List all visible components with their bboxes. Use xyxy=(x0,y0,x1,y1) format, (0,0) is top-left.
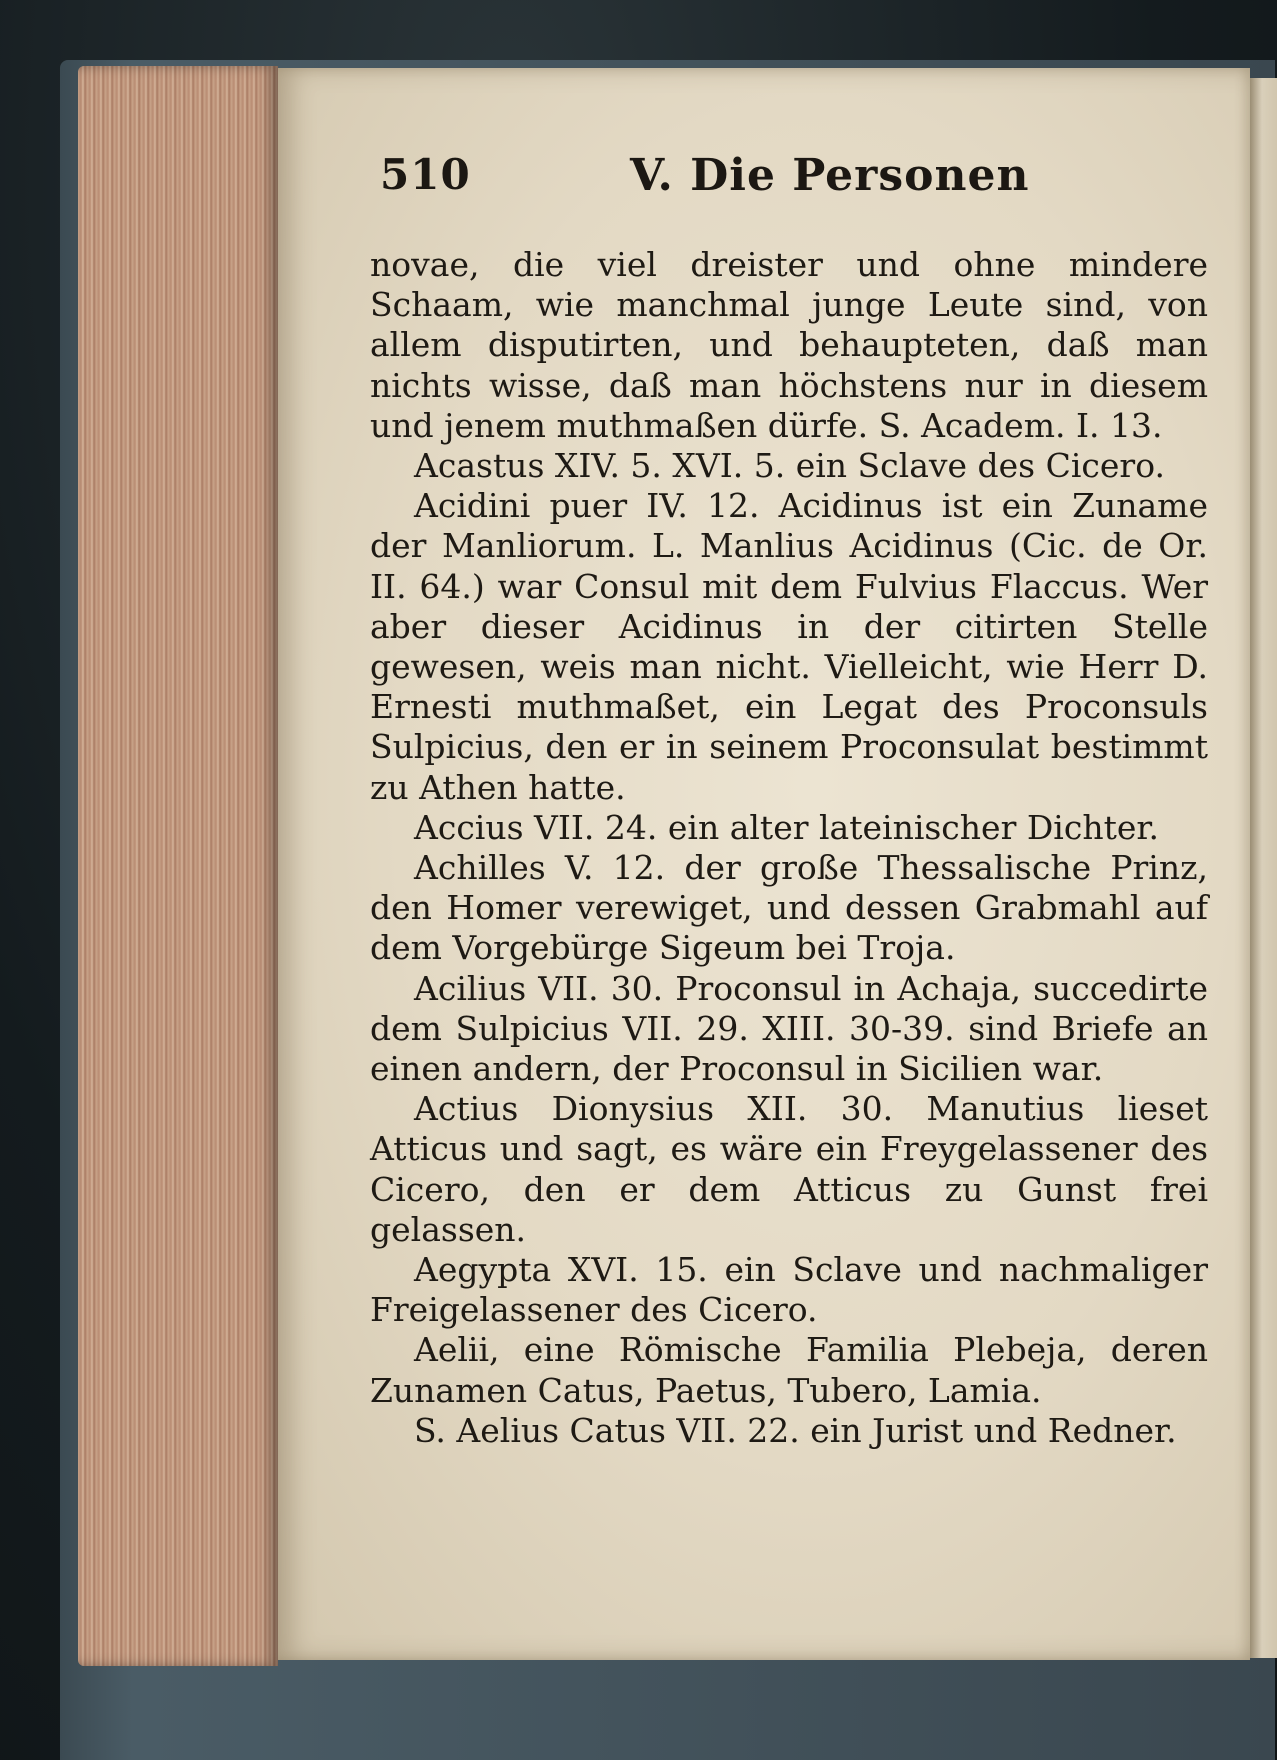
facing-page-edge xyxy=(1250,78,1277,1658)
entry-acastus: Acastus XIV. 5. XVI. 5. ein Sclave des Cicero. xyxy=(414,446,1165,486)
entry-acidini: Acidini puer IV. 12. Acidinus ist ein Zuname der Manliorum. L. Manlius Acidinus (Cic. de Or. II. 64.) war Consul mit dem Fulvius Flaccus. Wer aber dieser Acidinus in der citirten Stelle gewesen, weis man nicht. Vielleicht, wie Herr D. Ernesti muthmaßet, ein Legat des Proconsuls Sulpicius, den er in seinem Proconsulat bestimmt zu Athen hatte. xyxy=(370,486,1208,807)
running-head: V. Die Personen xyxy=(630,150,1030,201)
entry-accius: Accius VII. 24. ein alter lateinischer Dichter. xyxy=(414,807,1160,847)
entry-achilles: Achilles V. 12. der große Thessalische Prinz, den Homer verewiget, und dessen Grabmahl auf dem Vorgebürge Sigeum bei Troja. xyxy=(370,848,1208,968)
entry-aelii: Aelii, eine Römische Familia Plebeja, deren Zunamen Catus, Paetus, Tubero, Lamia. xyxy=(370,1330,1208,1410)
page-edges xyxy=(78,66,278,1666)
page-number: 510 xyxy=(380,150,471,199)
entry-actius: Actius Dionysius XII. 30. Manutius lieset Atticus und sagt, es wäre ein Freygelassener des Cicero, den er dem Atticus zu Gunst frei gelassen. xyxy=(370,1089,1208,1249)
entry-acilius: Acilius VII. 30. Proconsul in Achaja, succedirte dem Sulpicius VII. 29. XIII. 30-39. sind Briefe an einen andern, der Proconsul in Sicilien war. xyxy=(370,968,1208,1089)
paragraph-novae: novae, die viel dreister und ohne mindere Schaam, wie manchmal junge Leute sind, von allem disputirten, und behaupteten, daß man nichts wisse, daß man höchstens nur in diesem und jenem muthmaßen dürfe. S. Academ. I. 13. xyxy=(370,245,1208,445)
page-header xyxy=(380,150,1200,210)
entry-aegypta: Aegypta XVI. 15. ein Sclave und nachmaliger Freigelassener des Cicero. xyxy=(370,1250,1208,1330)
entry-aelius-catus: S. Aelius Catus VII. 22. ein Jurist und Redner. xyxy=(414,1410,1177,1450)
page-body xyxy=(370,245,1208,1451)
